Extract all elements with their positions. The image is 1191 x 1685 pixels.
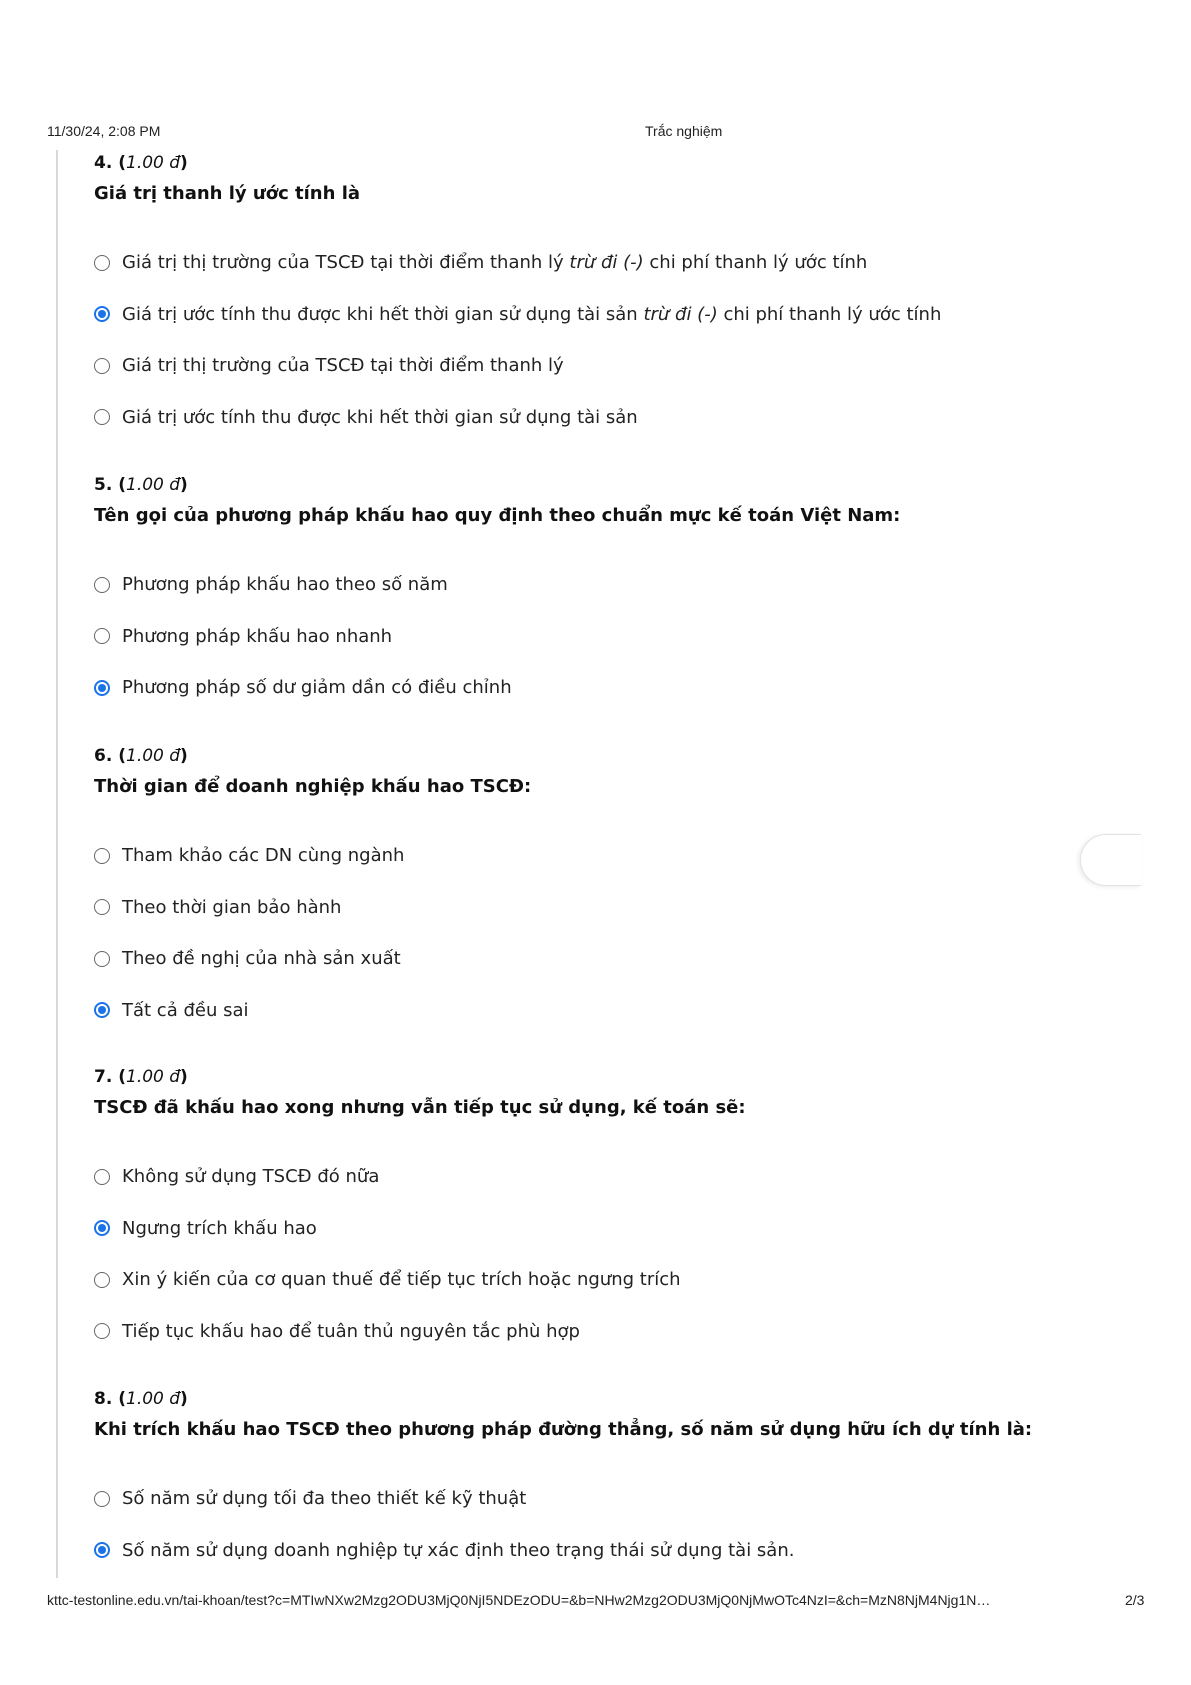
page-footer-page-number: 2/3	[1125, 1592, 1145, 1608]
question-number: 5.	[94, 475, 113, 495]
answer-option-text: Ngưng trích khấu hao	[122, 1217, 317, 1239]
answer-option-label	[122, 574, 448, 595]
answer-option-text: Phương pháp số dư giảm dần có điều chỉnh	[122, 677, 512, 699]
answer-option-text: Tham khảo các DN cùng ngành	[122, 845, 405, 867]
page-header-title: Trắc nghiệm	[645, 123, 723, 139]
answer-option-label	[122, 252, 867, 273]
answer-option-label	[122, 1488, 526, 1509]
page-footer-url: kttc-testonline.edu.vn/tai-khoan/test?c=MTIwNXw2Mzg2ODU3MjQ0NjI5NDEzODU=&b=NHw2Mzg2ODU3MjQ0NjMwOTc4NzI=&ch=MzN8NjM4Njg1N…	[47, 1592, 991, 1608]
page-header-datetime: 11/30/24, 2:08 PM	[47, 123, 161, 139]
content-left-rule	[56, 150, 58, 1578]
radio-unselected-icon[interactable]	[94, 577, 110, 593]
answer-option[interactable]	[94, 611, 1094, 663]
question-text: Thời gian để doanh nghiệp khấu hao TSCĐ:	[94, 776, 532, 797]
question-block	[94, 1064, 1094, 1357]
answer-options	[94, 559, 1094, 714]
question-points: 1.00 đ	[126, 1389, 181, 1409]
radio-selected-icon[interactable]	[94, 1002, 110, 1018]
answer-option[interactable]	[94, 392, 1094, 444]
question-text: Tên gọi của phương pháp khấu hao quy định theo chuẩn mực kế toán Việt Nam:	[94, 505, 901, 526]
answer-option-label	[122, 677, 512, 698]
answer-option-label	[122, 1218, 317, 1239]
answer-option-text: chi phí thanh lý ước tính	[643, 252, 868, 274]
radio-unselected-icon[interactable]	[94, 1272, 110, 1288]
answer-options	[94, 1473, 1094, 1576]
question-points: 1.00 đ	[126, 475, 181, 495]
answer-options	[94, 830, 1094, 1036]
radio-unselected-icon[interactable]	[94, 1491, 110, 1507]
answer-option-text: Theo đề nghị của nhà sản xuất	[122, 948, 401, 970]
radio-unselected-icon[interactable]	[94, 951, 110, 967]
answer-option-label	[122, 626, 392, 647]
answer-option-text: Giá trị ước tính thu được khi hết thời gian sử dụng tài sản	[122, 406, 638, 428]
question-number-points: 5. (1.00 đ)	[94, 475, 188, 495]
answer-option[interactable]	[94, 830, 1094, 882]
answer-option-label	[122, 845, 404, 866]
radio-selected-icon[interactable]	[94, 306, 110, 322]
answer-option[interactable]	[94, 933, 1094, 985]
answer-option-label	[122, 1321, 580, 1342]
question-number: 6.	[94, 746, 113, 766]
answer-option-text: Tất cả đều sai	[122, 999, 249, 1021]
radio-unselected-icon[interactable]	[94, 255, 110, 271]
question-text: Giá trị thanh lý ước tính là	[94, 183, 361, 204]
answer-option-label	[122, 1000, 249, 1021]
answer-option-label	[122, 355, 564, 376]
question-number: 8.	[94, 1389, 113, 1409]
answer-option-label	[122, 1269, 681, 1290]
question-block	[94, 743, 1094, 1036]
answer-option[interactable]	[94, 559, 1094, 611]
question-number-points: 7. (1.00 đ)	[94, 1067, 188, 1087]
radio-unselected-icon[interactable]	[94, 899, 110, 915]
answer-option-text: trừ đi (-)	[643, 303, 718, 325]
radio-unselected-icon[interactable]	[94, 1323, 110, 1339]
answer-options	[94, 1151, 1094, 1357]
question-points: 1.00 đ	[126, 746, 181, 766]
answer-option[interactable]	[94, 1254, 1094, 1306]
answer-option-text: Tiếp tục khấu hao để tuân thủ nguyên tắc phù hợp	[122, 1320, 580, 1342]
answer-option[interactable]	[94, 1473, 1094, 1525]
question-number: 4.	[94, 153, 113, 173]
question-block	[94, 1386, 1094, 1576]
answer-option[interactable]	[94, 1306, 1094, 1358]
radio-unselected-icon[interactable]	[94, 848, 110, 864]
answer-option-text: Theo thời gian bảo hành	[122, 896, 342, 918]
radio-selected-icon[interactable]	[94, 1542, 110, 1558]
answer-option-text: Giá trị thị trường của TSCĐ tại thời điểm thanh lý	[122, 355, 564, 377]
question-text: Khi trích khấu hao TSCĐ theo phương pháp đường thẳng, số năm sử dụng hữu ích dự tính là:	[94, 1419, 1033, 1440]
radio-selected-icon[interactable]	[94, 1220, 110, 1236]
answer-option[interactable]	[94, 237, 1094, 289]
answer-option-text: Số năm sử dụng tối đa theo thiết kế kỹ thuật	[122, 1488, 527, 1510]
question-number-points: 6. (1.00 đ)	[94, 746, 188, 766]
answer-option[interactable]	[94, 1151, 1094, 1203]
answer-option[interactable]	[94, 662, 1094, 714]
answer-option-text: Không sử dụng TSCĐ đó nữa	[122, 1166, 380, 1188]
radio-unselected-icon[interactable]	[94, 628, 110, 644]
question-number: 7.	[94, 1067, 113, 1087]
answer-options	[94, 237, 1094, 443]
answer-option[interactable]	[94, 1525, 1094, 1577]
answer-option-text: Phương pháp khấu hao theo số năm	[122, 574, 448, 596]
answer-option[interactable]	[94, 985, 1094, 1037]
radio-unselected-icon[interactable]	[94, 409, 110, 425]
radio-unselected-icon[interactable]	[94, 1169, 110, 1185]
answer-option[interactable]	[94, 289, 1094, 341]
question-block	[94, 150, 1094, 443]
answer-option[interactable]	[94, 882, 1094, 934]
answer-option-text: Giá trị thị trường của TSCĐ tại thời điểm thanh lý	[122, 252, 570, 274]
question-block	[94, 472, 1094, 714]
answer-option-label	[122, 304, 941, 325]
radio-unselected-icon[interactable]	[94, 358, 110, 374]
answer-option-text: trừ đi (-)	[569, 252, 644, 274]
question-points: 1.00 đ	[126, 153, 181, 173]
radio-selected-icon[interactable]	[94, 680, 110, 696]
answer-option-label	[122, 948, 401, 969]
answer-option-label	[122, 1540, 794, 1561]
answer-option-label	[122, 1166, 379, 1187]
answer-option-text: Phương pháp khấu hao nhanh	[122, 625, 393, 647]
answer-option-text: chi phí thanh lý ước tính	[717, 303, 942, 325]
question-points: 1.00 đ	[126, 1067, 181, 1087]
answer-option-text: Giá trị ước tính thu được khi hết thời gian sử dụng tài sản	[122, 303, 644, 325]
answer-option[interactable]	[94, 1203, 1094, 1255]
answer-option-label	[122, 897, 341, 918]
answer-option[interactable]	[94, 340, 1094, 392]
answer-option-label	[122, 407, 638, 428]
answer-option-text: Số năm sử dụng doanh nghiệp tự xác định theo trạng thái sử dụng tài sản.	[122, 1539, 795, 1561]
answer-option-text: Xin ý kiến của cơ quan thuế để tiếp tục trích hoặc ngưng trích	[122, 1269, 681, 1291]
question-number-points: 4. (1.00 đ)	[94, 153, 188, 173]
question-text: TSCĐ đã khấu hao xong nhưng vẫn tiếp tục sử dụng, kế toán sẽ:	[94, 1097, 746, 1118]
question-number-points: 8. (1.00 đ)	[94, 1389, 188, 1409]
